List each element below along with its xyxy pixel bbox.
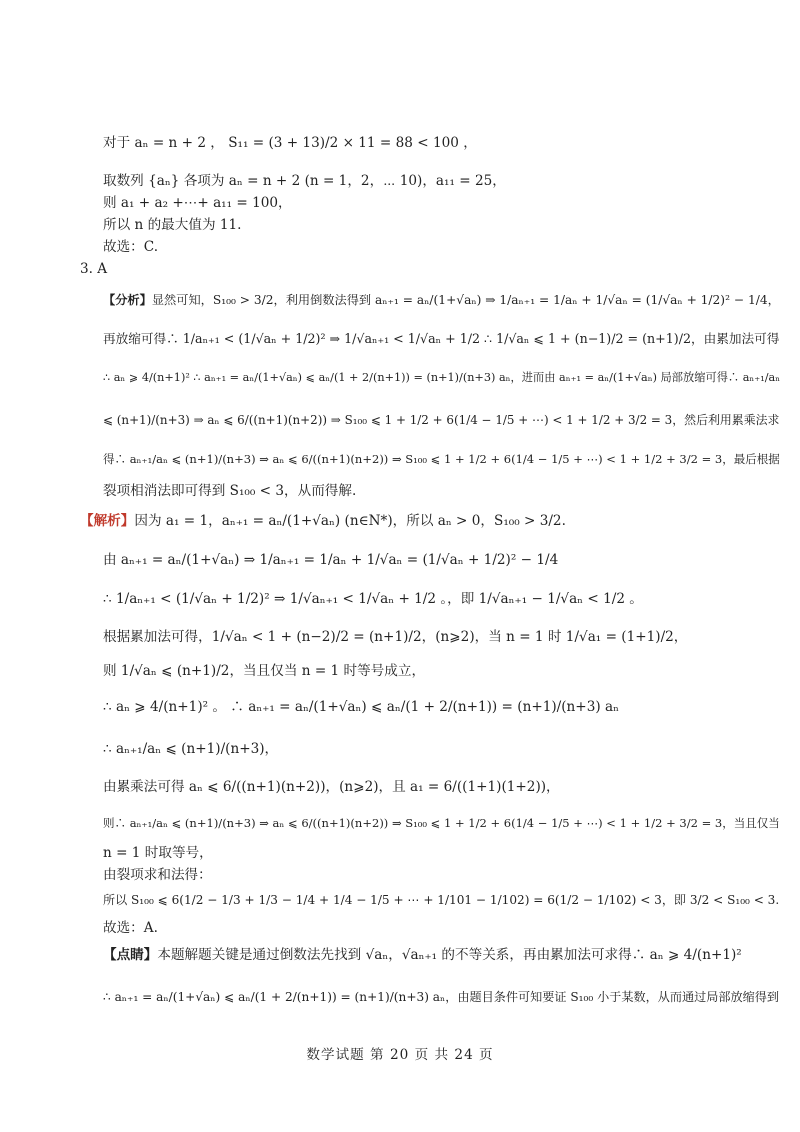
line-text: 得∴ aₙ₊₁/aₙ ⩽ (n+1)/(n+3) ⇒ aₙ ⩽ 6/((n+1)(n+2)) ⇒ S₁₀₀ ⩽ 1 + 1/2 + 6(1/4 − 1/5 + ⋯) < 1 + 1/2 + 3/2 = 3，最后根据: [103, 452, 780, 466]
text-line: [103, 776, 760, 798]
line-text: 所以 n 的最大值为 11.: [103, 217, 242, 233]
text-line: [103, 549, 760, 571]
text-line: [103, 214, 760, 236]
line-text: ∴ aₙ₊₁/aₙ ⩽ (n+1)/(n+3)，: [103, 741, 279, 757]
text-line: [103, 328, 780, 350]
line-text: ∴ 1/aₙ₊₁ < (1/√aₙ + 1/2)² ⇒ 1/√aₙ₊₁ < 1/√aₙ + 1/2 。，即 1/√aₙ₊₁ − 1/√aₙ < 1/2 。: [103, 591, 643, 607]
section-tag: 【点睛】: [103, 947, 158, 963]
text-line: [103, 448, 780, 470]
text-line: [103, 917, 760, 939]
line-text: 因为 a₁ = 1，aₙ₊₁ = aₙ/(1+√aₙ) (n∈N*)，所以 aₙ > 0，S₁₀₀ > 3/2.: [134, 513, 566, 529]
text-line: [103, 626, 760, 648]
text-line: [103, 192, 760, 214]
line-text: ∴ aₙ ⩾ 4/(n+1)² 。 ∴ aₙ₊₁ = aₙ/(1+√aₙ) ⩽ aₙ/(1 + 2/(n+1)) = (n+1)/(n+3) aₙ: [103, 699, 619, 715]
line-text: 则 a₁ + a₂ +⋯+ a₁₁ = 100，: [103, 195, 292, 211]
text-line: [103, 588, 760, 610]
text-line: [103, 289, 780, 311]
line-text: 裂项相消法即可得到 S₁₀₀ < 3，从而得解.: [103, 483, 357, 499]
line-text: 对于 aₙ = n + 2 ， S₁₁ = (3 + 13)/2 × 11 = 88 < 100 ，: [103, 135, 477, 151]
text-line: [103, 864, 760, 886]
line-text: 取数列 {aₙ} 各项为 aₙ = n + 2 (n = 1，2，⋯ 10)，a₁₁ = 25，: [103, 173, 506, 189]
text-line: [103, 170, 760, 192]
line-text: 本题解题关键是通过倒数法先找到 √aₙ，√aₙ₊₁ 的不等关系，再由累加法可求得∴ aₙ ⩾ 4/(n+1)²: [157, 947, 742, 963]
line-text: 则 1/√aₙ ⩽ (n+1)/2，当且仅当 n = 1 时等号成立，: [103, 663, 426, 679]
line-text: 由累乘法可得 aₙ ⩽ 6/((n+1)(n+2))，(n⩾2)，且 a₁ = 6/((1+1)(1+2))，: [103, 779, 560, 795]
line-text: ∴ aₙ₊₁ = aₙ/(1+√aₙ) ⩽ aₙ/(1 + 2/(n+1)) = (n+1)/(n+3) aₙ，由题目条件可知要证 S₁₀₀ 小于某数，从而通过局部放缩得到: [103, 990, 779, 1004]
text-line: [103, 696, 760, 718]
text-line: [103, 986, 779, 1008]
text-line: [103, 944, 760, 966]
line-text: 则∴ aₙ₊₁/aₙ ⩽ (n+1)/(n+3) ⇒ aₙ ⩽ 6/((n+1)(n+2)) ⇒ S₁₀₀ ⩽ 1 + 1/2 + 6(1/4 − 1/5 + ⋯) < 1 + 1/2 + 3/2 = 3，当且仅当: [103, 816, 780, 830]
text-line: [103, 409, 780, 431]
text-line: [103, 842, 760, 864]
line-text: 由裂项求和法得：: [103, 867, 212, 883]
text-line: [103, 812, 780, 834]
text-line: [103, 236, 760, 258]
section-tag: 【分析】: [103, 293, 152, 307]
line-text: 再放缩可得∴ 1/aₙ₊₁ < (1/√aₙ + 1/2)² ⇒ 1/√aₙ₊₁ < 1/√aₙ + 1/2 ∴ 1/√aₙ ⩽ 1 + (n−1)/2 = (n+1)/2，由累加法可得: [103, 331, 780, 346]
text-line: [103, 738, 760, 760]
page-footer: 数学试题 第 20 页 共 24 页: [306, 1047, 494, 1063]
line-text: 3. A: [80, 261, 108, 277]
line-text: n = 1 时取等号，: [103, 845, 213, 861]
text-line: [103, 480, 760, 502]
line-text: 由 aₙ₊₁ = aₙ/(1+√aₙ) ⇒ 1/aₙ₊₁ = 1/aₙ + 1/√aₙ = (1/√aₙ + 1/2)² − 1/4: [103, 552, 559, 568]
line-text: 根据累加法可得，1/√aₙ < 1 + (n−2)/2 = (n+1)/2，(n⩾2)，当 n = 1 时 1/√a₁ = (1+1)/2，: [103, 629, 688, 645]
line-text: 所以 S₁₀₀ ⩽ 6(1/2 − 1/3 + 1/3 − 1/4 + 1/4 − 1/5 + ⋯ + 1/101 − 1/102) = 6(1/2 − 1/102) < 3，即 3/2 < S₁₀₀ < 3.: [103, 893, 780, 907]
text-line: [103, 889, 780, 911]
line-text: ∴ aₙ ⩾ 4/(n+1)² ∴ aₙ₊₁ = aₙ/(1+√aₙ) ⩽ aₙ/(1 + 2/(n+1)) = (n+1)/(n+3) aₙ，进而由 aₙ₊₁ = aₙ/(1+√aₙ) 局部放缩可得∴ aₙ₊₁/aₙ: [103, 371, 781, 384]
line-text: 故选：C.: [103, 239, 159, 255]
line-text: 显然可知，S₁₀₀ > 3/2，利用倒数法得到 aₙ₊₁ = aₙ/(1+√aₙ) ⇒ 1/aₙ₊₁ = 1/aₙ + 1/√aₙ = (1/√aₙ + 1/2)² − 1/4，: [151, 293, 780, 307]
text-line: [103, 660, 760, 682]
line-text: ⩽ (n+1)/(n+3) ⇒ aₙ ⩽ 6/((n+1)(n+2)) ⇒ S₁₀₀ ⩽ 1 + 1/2 + 6(1/4 − 1/5 + ⋯) < 1 + 1/2 + 3/2 = 3，然后利用累乘法求: [103, 413, 780, 427]
text-line: [80, 510, 760, 532]
text-line: [80, 258, 760, 280]
section-tag-solution: 【解析】: [80, 513, 135, 529]
text-line: [103, 132, 760, 154]
line-text: 故选：A.: [103, 920, 158, 936]
text-line: [103, 367, 781, 389]
